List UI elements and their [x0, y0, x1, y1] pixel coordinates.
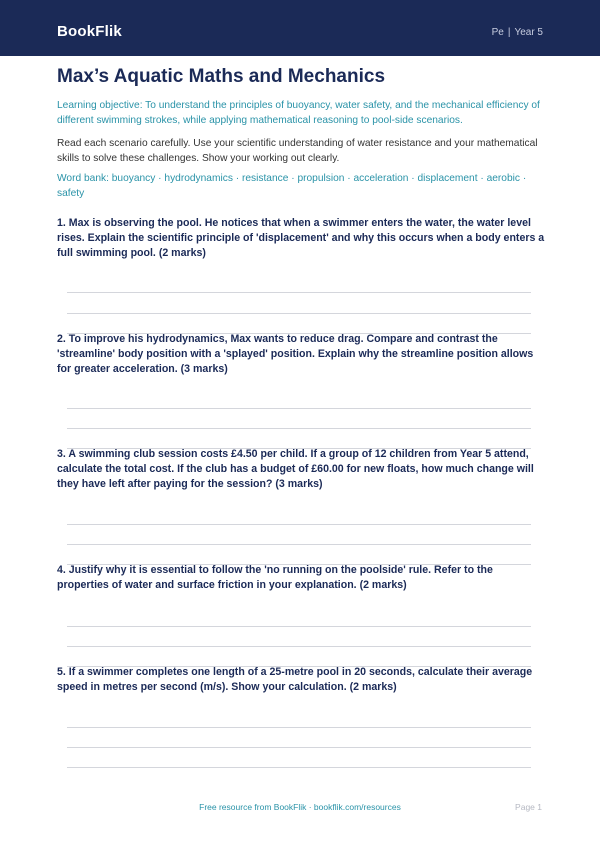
year-label: Year 5: [514, 27, 543, 38]
question-1: 1. Max is observing the pool. He notices that when a swimmer enters the water, the water level rises. Explain the scientific principle of 'displacement' and why this occurs when a body enters a full swimming pool. (2 marks): [57, 217, 545, 259]
learning-objective: Learning objective: To understand the principles of buoyancy, water safety, and the mechanical efficiency of different swimming strokes, while applying mathematical reasoning to pool-side scenarios.: [57, 100, 540, 126]
question-3: 3. A swimming club session costs £4.50 per child. If a group of 12 children from Year 5 attend, calculate the total cost. If the club has a budget of £60.00 for new floats, how much change will they have left after paying for the session? (3 marks): [57, 448, 534, 490]
footer-resource-link[interactable]: Free resource from BookFlik · bookflik.com/resources: [199, 802, 401, 812]
header-meta: [492, 27, 543, 38]
answer-line[interactable]: [67, 727, 531, 728]
answer-line[interactable]: [67, 544, 531, 545]
answer-line[interactable]: [67, 646, 531, 647]
page-number: Page 1: [515, 802, 542, 812]
page-title: Max’s Aquatic Maths and Mechanics: [57, 66, 386, 87]
question-5: 5. If a swimmer completes one length of a 25-metre pool in 20 seconds, calculate their average speed in metres per second (m/s). Show your calculation. (2 marks): [57, 666, 533, 693]
answer-line[interactable]: [67, 428, 531, 429]
subject-label: Pe: [491, 27, 504, 38]
answer-line[interactable]: [67, 408, 531, 409]
brand-logo-text: BookFlik: [57, 23, 122, 40]
meta-separator: |: [507, 27, 511, 38]
answer-line[interactable]: [67, 313, 531, 314]
answer-line[interactable]: [67, 292, 531, 293]
answer-line[interactable]: [67, 747, 531, 748]
answer-line[interactable]: [67, 524, 531, 525]
page-header: [0, 0, 600, 56]
answer-line[interactable]: [67, 626, 531, 627]
question-4: 4. Justify why it is essential to follow the 'no running on the poolside' rule. Refer to the properties of water and surface friction in your explanation. (2 marks): [57, 564, 493, 591]
answer-line[interactable]: [67, 767, 531, 768]
instructions: Read each scenario carefully. Use your scientific understanding of water resistance and your mathematical skills to solve these challenges. Show your working out clearly.: [57, 138, 538, 164]
question-2: 2. To improve his hydrodynamics, Max wants to reduce drag. Compare and contrast the 'streamline' body position with a 'splayed' position. Explain why the streamline position allows for greater acceleration. (3 marks): [57, 333, 534, 375]
word-bank: Word bank: buoyancy · hydrodynamics · resistance · propulsion · acceleration · displacement · aerobic · safety: [57, 173, 527, 199]
